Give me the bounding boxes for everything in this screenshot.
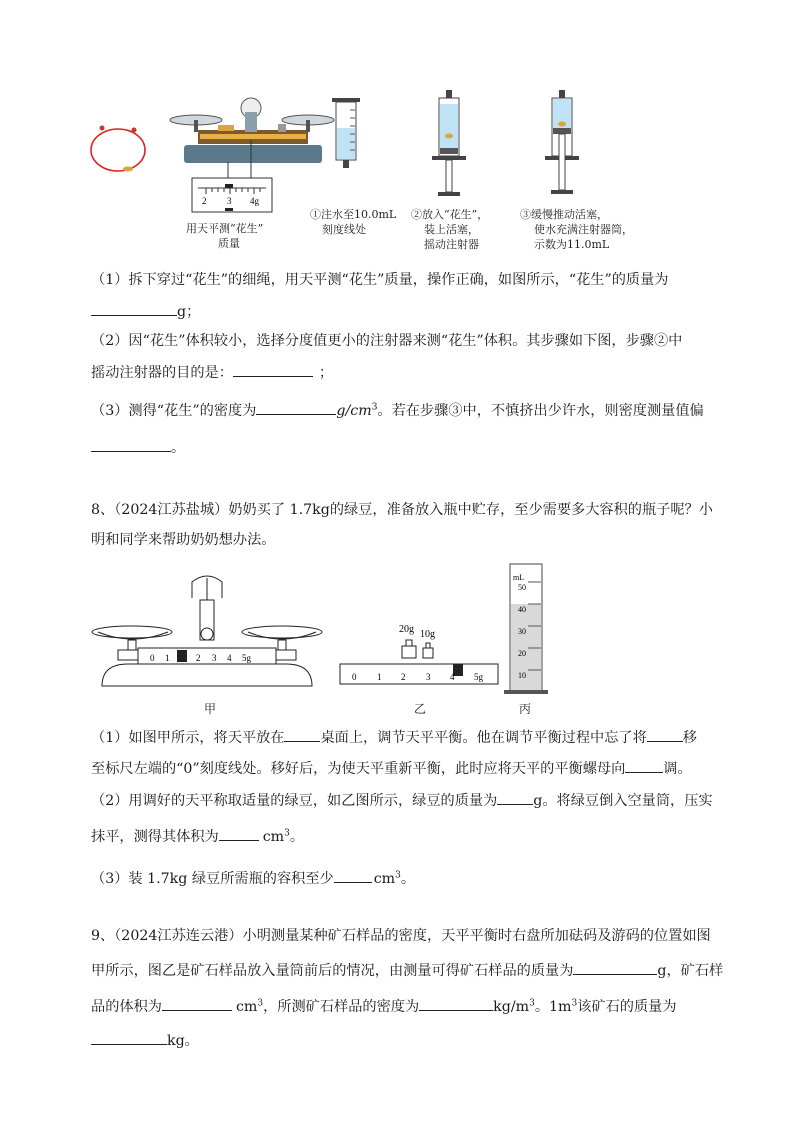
q7-part2-line2 — [91, 362, 333, 383]
q8-answer-blank-capacity[interactable] — [334, 868, 372, 883]
q8-part3-unit: cm — [373, 871, 396, 887]
caption-step3-line3: 示数为11.0mL — [534, 238, 610, 251]
q8-part3-unit-sup: 3 — [395, 870, 401, 881]
q8-part3-end: 。 — [400, 871, 416, 887]
q8-part1-text-d: 至标尺左端的“0”刻度线处。移好后，为使天平重新平衡，此时应将天平的平衡螺母向 — [91, 761, 626, 777]
q8-part1-text-e: 调。 — [663, 761, 692, 777]
balance-illustration — [170, 98, 334, 212]
q8-part2-text-a: （2）用调好的天平称取适量的绿豆，如乙图所示，绿豆的质量为 — [91, 793, 498, 809]
q8-stem-line1: 8、（2024江苏盐城）奶奶买了 1.7kg的绿豆，准备放入瓶中贮存，至少需要多大容积的瓶子呢？小 — [91, 502, 713, 518]
caption-step1-line2: 刻度线处 — [322, 223, 366, 236]
q8-part3-text-a: （3）装 1.7kg 绿豆所需瓶的容积至少 — [91, 871, 334, 887]
q8-part2-end: 。 — [289, 829, 305, 845]
q8-part2-unit: cm — [262, 829, 285, 845]
q8-answer-blank-volume[interactable] — [219, 826, 259, 841]
q7-answer-blank-bias[interactable] — [91, 437, 171, 452]
q9-line1: 9、（2024江苏连云港）小明测量某种矿石样品的密度，天平平衡时右盘所加砝码及游码的位置如图 — [91, 928, 711, 944]
q8-part1-text-b: 桌面上，调节天平平衡。他在调节平衡过程中忘了将 — [320, 730, 647, 746]
jia-scale-4: 4 — [227, 653, 232, 663]
cylinder-tick-10: 10 — [518, 671, 526, 680]
q8-part2-text-c: 抹平，测得其体积为 — [91, 829, 219, 845]
q8-part2-line1 — [91, 790, 713, 811]
q8-answer-blank-rider[interactable] — [647, 727, 683, 742]
q9-line3-unit2: kg/m — [493, 999, 530, 1015]
caption-step2-line1: ②放入“花生”， — [411, 208, 489, 221]
jia-scale-3: 3 — [212, 653, 217, 663]
q9-line2 — [91, 960, 723, 981]
yi-scale-0: 0 — [352, 672, 357, 682]
q9-line3-unit2-sup: 3 — [529, 998, 535, 1009]
fig-label-jia: 甲 — [204, 702, 217, 716]
q9-answer-blank-total-mass[interactable] — [91, 1030, 167, 1045]
q7-part1-unit: g； — [177, 304, 201, 320]
fig-label-yi: 乙 — [414, 702, 427, 716]
q8-part1-text-a: （1）如图甲所示，将天平放在 — [91, 730, 285, 746]
q8-stem-line2: 明和同学来帮助奶奶想办法。 — [91, 532, 276, 548]
caption-step2-line2: 装上活塞， — [424, 223, 479, 236]
caption-step1-line1: ①注水至10.0mL — [310, 208, 397, 221]
q8-answer-blank-table[interactable] — [284, 727, 320, 742]
q8-answer-blank-direction[interactable] — [625, 758, 663, 773]
yi-scale-2: 2 — [401, 672, 406, 682]
q7-part3-end: 。 — [171, 440, 186, 456]
q7-part2-text: 摇动注射器的目的是： — [91, 365, 233, 381]
balance-jia-illustration — [92, 576, 322, 686]
jia-scale-5g: 5g — [242, 653, 251, 663]
q7-part3-unit-sup: 3 — [371, 402, 378, 413]
yi-scale-5g: 5g — [474, 672, 483, 682]
jia-scale-2: 2 — [196, 653, 201, 663]
jia-scale-1: 1 — [165, 653, 170, 663]
jia-scale-0: 0 — [150, 653, 155, 663]
cylinder-tick-30: 30 — [518, 627, 526, 636]
q7-part3-text2: 。若在步骤③中，不慎挤出少许水，则密度测量值偏 — [377, 403, 704, 419]
q7-answer-blank-purpose[interactable] — [233, 362, 313, 377]
q7-answer-blank-mass[interactable] — [91, 301, 177, 316]
q8-part2-line2 — [91, 826, 304, 847]
q7-answer-blank-density[interactable] — [256, 400, 336, 415]
q9-line2-text-b: g，矿石样 — [657, 963, 724, 979]
cylinder-tick-20: 20 — [518, 649, 526, 658]
q9-line4-unit: kg。 — [167, 1033, 199, 1049]
caption-step3-line1: ③缓慢推动活塞， — [520, 208, 608, 221]
q9-line3-text-b: ，所测矿石样品的密度为 — [263, 999, 420, 1015]
q7-part2-line1: （2）因“花生”体积较小，选择分度值更小的注射器来测“花生”体积。其步骤如下图，步骤②中 — [91, 333, 683, 349]
caption-balance-line2: 质量 — [218, 237, 240, 250]
balance-scale-label-4g: 4g — [250, 196, 259, 206]
q9-answer-blank-density[interactable] — [419, 996, 493, 1011]
q7-part3-line1 — [91, 400, 704, 421]
q9-line3-text-c: 。1m — [534, 999, 572, 1015]
cylinder-bing-illustration — [504, 564, 548, 694]
syringe-step1-illustration — [332, 98, 360, 168]
q9-line3-text-a: 品的体积为 — [91, 999, 162, 1015]
yi-scale-3: 3 — [426, 672, 431, 682]
q7-part1-line2 — [91, 301, 200, 322]
caption-balance-line1: 用天平测“花生” — [186, 222, 264, 235]
q8-part3-line1 — [91, 868, 415, 889]
q9-answer-blank-volume[interactable] — [162, 996, 232, 1011]
q7-part3-text: （3）测得“花生”的密度为 — [91, 403, 257, 419]
q8-part2-text-b: g。将绿豆倒入空量筒，压实 — [533, 793, 713, 809]
q7-part3-unit: g/cm — [336, 403, 372, 419]
caption-step3-line2: 使水充满注射器筒， — [534, 223, 633, 236]
q7-part2-end: ； — [318, 365, 334, 381]
cylinder-unit: mL — [513, 573, 525, 582]
caption-step2-line3: 摇动注射器 — [424, 238, 479, 251]
syringe-step3-illustration — [545, 90, 579, 194]
cylinder-tick-50: 50 — [518, 583, 526, 592]
balance-scale-label-3: 3 — [227, 196, 232, 206]
q9-line3-m3-sup: 3 — [571, 998, 578, 1009]
q7-part1-line1: （1）拆下穿过“花生”的细绳，用天平测“花生”质量，操作正确，如图所示，“花生”的质量为 — [91, 272, 669, 288]
q8-part2-unit-sup: 3 — [284, 828, 290, 839]
yi-scale-1: 1 — [377, 672, 382, 682]
q9-line2-text-a: 甲所示，图乙是矿石样品放入量筒前后的情况，由测量可得矿石样品的质量为 — [91, 963, 574, 979]
q8-answer-blank-mass[interactable] — [497, 790, 533, 805]
balance-scale-label-2: 2 — [202, 196, 207, 206]
q8-part1-line2 — [91, 758, 692, 779]
q7-part3-line2 — [91, 437, 185, 458]
q9-line3 — [91, 996, 677, 1017]
weight-10g: 10g — [420, 629, 435, 640]
fig-label-bing: 丙 — [519, 702, 532, 716]
q8-part1-text-c: 移 — [682, 730, 697, 746]
peanut-string-illustration — [91, 126, 145, 172]
q9-line3-unit1: cm — [235, 999, 258, 1015]
q9-line3-text-d: 该矿石的质量为 — [577, 999, 677, 1015]
syringe-step2-illustration — [432, 90, 466, 196]
yi-scale-4: 4 — [450, 672, 455, 682]
q9-line3-unit1-sup: 3 — [257, 998, 264, 1009]
figure-q8-balance-and-cylinder — [88, 560, 558, 700]
q8-part1-line1 — [91, 727, 697, 748]
cylinder-tick-40: 40 — [518, 605, 526, 614]
q9-answer-blank-mass[interactable] — [573, 960, 657, 975]
weight-20g: 20g — [399, 624, 414, 635]
q9-line4 — [91, 1030, 199, 1051]
